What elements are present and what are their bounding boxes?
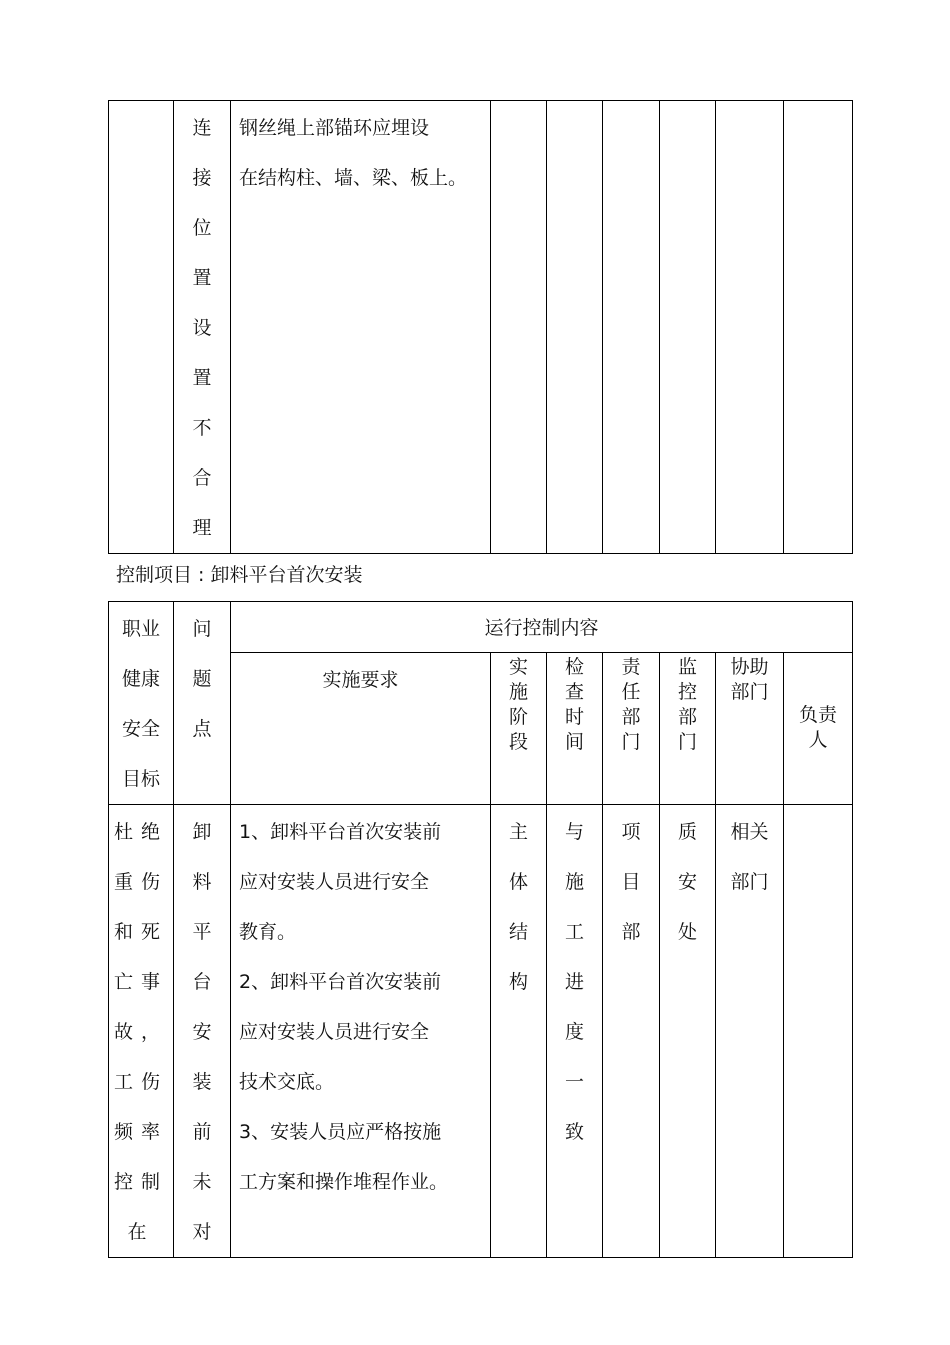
empty-cell [491, 101, 547, 554]
assist-dept-cell: 相关 部门 [716, 805, 784, 1258]
header-requirement: 实施要求 [231, 652, 491, 804]
empty-cell [109, 101, 174, 554]
control-item-caption: 控制项目 : 卸料平台首次安装 [116, 564, 363, 586]
empty-cell [547, 101, 603, 554]
header-goal: 职业 健康 安全 目标 [109, 602, 174, 805]
header-assist-dept: 协助 部门 [716, 652, 784, 804]
empty-cell [716, 101, 784, 554]
person-cell [784, 805, 853, 1258]
continued-table [108, 100, 853, 554]
header-check-time: 检 查 时 间 [547, 652, 603, 804]
table-row [109, 805, 853, 1258]
empty-cell [660, 101, 716, 554]
header-monitor-dept: 监 控 部 门 [660, 652, 716, 804]
problem-cell: 卸 料 平 台 安 装 前 未 对 [174, 805, 231, 1258]
stage-cell: 主 体 结 构 [491, 805, 547, 1258]
header-row [109, 602, 853, 653]
empty-cell [784, 101, 853, 554]
requirement-cell: 钢丝绳上部锚环应埋设 在结构柱、墙、梁、板上。 [231, 101, 491, 554]
control-table [108, 601, 853, 1258]
header-problem: 问 题 点 [174, 602, 231, 805]
check-time-cell: 与 施 工 进 度 一 致 [547, 805, 603, 1258]
empty-cell [603, 101, 660, 554]
goal-cell: 杜绝 重伤 和死 亡事 故， 工伤 频率 控制 在 [109, 805, 174, 1258]
header-responsible-dept: 责 任 部 门 [603, 652, 660, 804]
responsible-dept-cell: 项 目 部 [603, 805, 660, 1258]
monitor-dept-cell: 质 安 处 [660, 805, 716, 1258]
header-stage: 实 施 阶 段 [491, 652, 547, 804]
header-person: 负责 人 [784, 652, 853, 804]
table-row [109, 101, 853, 554]
header-operation: 运行控制内容 [231, 602, 853, 653]
problem-cell: 连 接 位 置 设 置 不 合 理 [174, 101, 231, 554]
requirement-cell: 1、卸料平台首次安装前 应对安装人员进行安全 教育。 2、卸料平台首次安装前 应对安装人员进行安全 技术交底。 3、安装人员应严格按施 工方案和操作堆程作业。 [231, 805, 491, 1258]
